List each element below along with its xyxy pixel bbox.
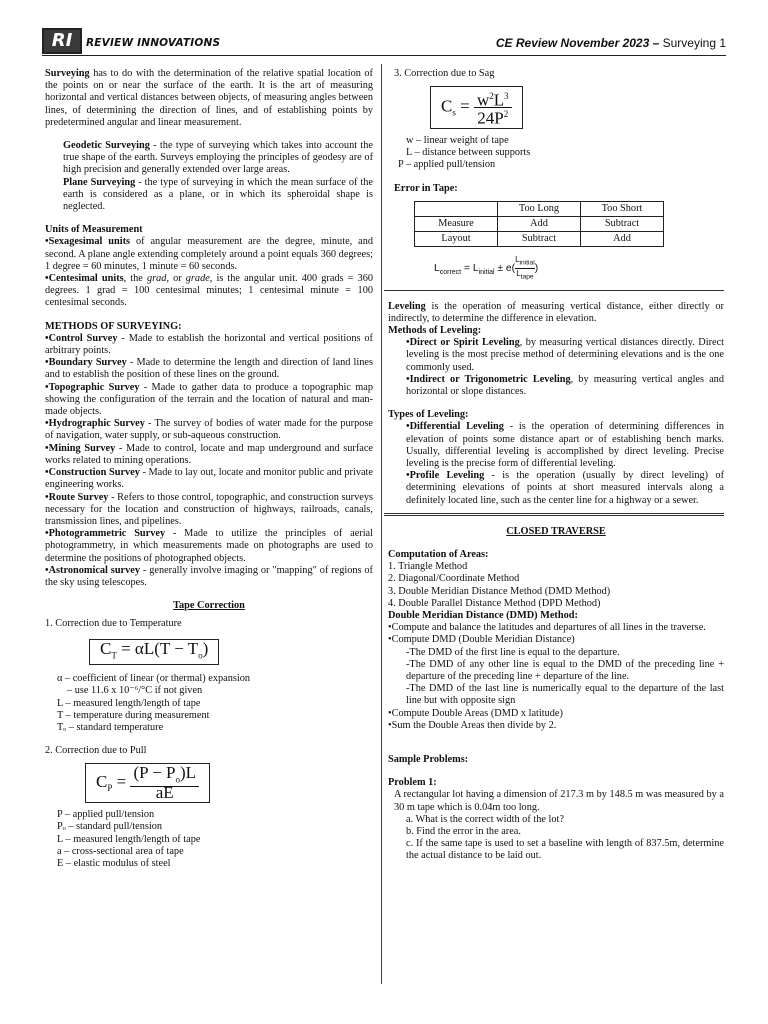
- list-item: -The DMD of the last line is numerically equal to the departure of the last line but with opposite sign: [406, 683, 724, 707]
- sag-legend: w – linear weight of tape L – distance between supports P – applied pull/tension: [398, 134, 531, 171]
- error-in-tape-table: [414, 201, 664, 248]
- temperature-correction-title: 1. Correction due to Temperature: [45, 618, 182, 630]
- types-of-leveling-heading: Types of Leveling:: [388, 409, 469, 421]
- column-divider: [381, 64, 382, 984]
- error-in-tape-heading: Error in Tape:: [394, 182, 458, 194]
- list-item: •Astronomical survey - generally involve imaging or "mapping" of regions of the sky using telescopes.: [45, 564, 373, 588]
- differential-leveling: •Differential Leveling - is the operation of determining differences in elevation of points some distance apart or of establishing bench marks. Usually, differential leveling is accomplished by direct leveling. Precise leveling is the precise form of differential leveling.: [406, 421, 724, 469]
- temperature-formula: $C_T = \alpha L(T - T_o)$: [45, 631, 373, 674]
- list-item: •Compute Double Areas (DMD x latitude): [388, 707, 563, 719]
- temperature-legend: α – coefficient of linear (or thermal) expansion – use 11.6 x 10⁻⁶/°C if not given L – measured length/length of tape T – temperature during measurement Tₒ – standard temperature: [57, 673, 251, 733]
- list-item: •Topographic Survey - Made to gather data to produce a topographic map showing the configuration of the terrain and the location of natural and man-made objects.: [45, 381, 373, 418]
- sample-problems-heading: Sample Problems:: [388, 754, 469, 766]
- indirect-leveling: •Indirect or Trigonometric Leveling, by measuring vertical angles and horizontal or slope distances.: [406, 373, 724, 397]
- leveling-definition: Leveling is the operation of measuring vertical distance, either directly or indirectly, to determine the difference in elevation.: [388, 300, 724, 324]
- page-header: [42, 28, 726, 54]
- pull-correction-title: 2. Correction due to Pull: [45, 745, 147, 757]
- sag-correction-title: 3. Correction due to Sag: [394, 68, 495, 79]
- list-item: a. What is the correct width of the lot?: [406, 813, 564, 825]
- methods-of-leveling-heading: Methods of Leveling:: [388, 324, 482, 336]
- surveying-definition: Surveying has to do with the determination of the relative spatial location of the points on or near the surface of the earth. It is the art of measuring horizontal and vertical distances between objects, of measuring angles between lines, of determining the direction of lines, and of establishing points by predetermined angular and linear measurement.: [45, 68, 373, 128]
- review-innovations-logo: RI: [42, 28, 82, 54]
- pull-legend: P – applied pull/tension Pₒ – standard pull/tension L – measured length/length of tape a – cross-sectional area of tape E – elastic modulus of steel: [57, 809, 201, 869]
- closed-traverse-heading: CLOSED TRAVERSE: [506, 525, 606, 537]
- list-item: -The DMD of the first line is equal to the departure.: [406, 646, 620, 658]
- list-item: •Photogrammetric Survey - Made to utilize the principles of aerial photogrammetry, in which measurements made on photographs are used to determine the positions of photographed objects.: [45, 528, 373, 564]
- sag-formula: $C_s$ = $\frac{w^2L^3}{24P^2}$: [388, 80, 724, 135]
- dmd-method-heading: Double Meridian Distance (DMD) Method:: [388, 610, 578, 621]
- centesimal-units: •Centesimal units, the grad, or grade, is the angular unit. 400 grads = 360 degrees. 1 grad = 100 centesimal minutes; 1 centesimal minute = 100 centesimal seconds.: [45, 273, 373, 309]
- list-item: •Construction Survey - Made to lay out, locate and monitor public and private engineering works.: [45, 467, 373, 491]
- list-item: •Route Survey - Refers to those control, topographic, and construction surveys necessary for the location and construction of highways, railroads, canals, transmission lines, and pipelines.: [45, 491, 373, 527]
- problem-1-title: Problem 1:: [388, 777, 437, 789]
- course-title: CE Review November 2023 –: [495, 36, 660, 50]
- list-item: c. If the same tape is used to set a baseline with length of 837.5m, determine the actual distance to be laid out.: [406, 838, 724, 862]
- table-row: Layout Subtract Add: [415, 232, 664, 247]
- list-item: 4. Double Parallel Distance Method (DPD Method): [388, 597, 601, 609]
- list-item: •Control Survey - Made to establish the horizontal and vertical positions of arbitrary points.: [45, 332, 373, 357]
- header-title: [496, 36, 726, 50]
- list-item: •Hydrographic Survey - The survey of bodies of water made for the purpose of navigation, water supply, or sub-aqueous construction.: [45, 418, 373, 442]
- methods-list: [45, 333, 373, 589]
- table-row: Too Long Too Short: [415, 201, 664, 216]
- list-item: •Mining Survey - Made to control, locate and map underground and surface works related to mining operations.: [45, 442, 373, 466]
- plane-surveying: Plane Surveying - the type of surveying in which the mean surface of the earth is considered as a plane, or in which its spheroidal shape is neglected.: [63, 176, 373, 213]
- pull-formula: $C_P$ = $\frac{(P - P_o)L}{aE}$: [45, 757, 373, 809]
- table-row: Measure Add Subtract: [415, 216, 664, 231]
- list-item: •Compute DMD (Double Meridian Distance): [388, 634, 575, 646]
- list-item: 2. Diagonal/Coordinate Method: [388, 573, 520, 585]
- list-item: b. Find the error in the area.: [406, 826, 521, 838]
- sexagesimal-units: •Sexagesimal units of angular measurement are the degree, minute, and second. A plane angle extending completely around a point equals 360 degrees; 1 degree = 60 minutes, 1 minute = 60 seconds.: [45, 236, 374, 272]
- direct-leveling: •Direct or Spirit Leveling, by measuring vertical distances directly. Direct leveling is the most precise method of determining elevations and is the one commonly used.: [406, 337, 725, 373]
- list-item: 1. Triangle Method: [388, 561, 468, 573]
- methods-heading: METHODS OF SURVEYING:: [45, 320, 182, 332]
- brand-name: REVIEW INNOVATIONS: [86, 37, 221, 49]
- section-divider: [384, 513, 724, 516]
- computation-of-areas-heading: Computation of Areas:: [388, 548, 489, 560]
- list-item: -The DMD of any other line is equal to the DMD of the preceding line + departure of the preceding line + departure of the line.: [406, 658, 724, 683]
- course-subject: Surveying 1: [662, 36, 726, 50]
- tape-correction-heading: Tape Correction: [173, 600, 245, 612]
- geodetic-surveying: Geodetic Surveying - the type of surveying which takes into account the true shape of the earth. Surveys employing the principles of geodesy are of high precision and generally extended over large areas.: [63, 140, 373, 176]
- header-divider: [42, 55, 726, 56]
- list-item: 3. Double Meridian Distance Method (DMD Method): [388, 585, 611, 597]
- right-column: [388, 68, 724, 863]
- left-column: [45, 68, 373, 870]
- problem-1-text: A rectangular lot having a dimension of 217.3 m by 148.5 m was measured by a 30 m tape which is 0.04m too long.: [394, 789, 724, 813]
- list-item: •Boundary Survey - Made to determine the length and direction of land lines and to establish the position of these lines on the ground.: [45, 357, 373, 381]
- correct-length-formula: $L_{correct} = L_{initial} \pm e$( $\frac{L_{initial}}{L_{tape}}$ ): [434, 255, 539, 281]
- units-heading: Units of Measurement: [45, 224, 143, 236]
- list-item: •Compute and balance the latitudes and departures of all lines in the traverse.: [388, 622, 706, 634]
- profile-leveling: •Profile Leveling - is the operation (usually by direct leveling) of determining elevations of points at short measured intervals along a definitely located line, such as the center line for a highway or a sewer.: [406, 470, 724, 506]
- section-divider: [384, 290, 724, 291]
- list-item: •Sum the Double Areas then divide by 2.: [388, 719, 557, 731]
